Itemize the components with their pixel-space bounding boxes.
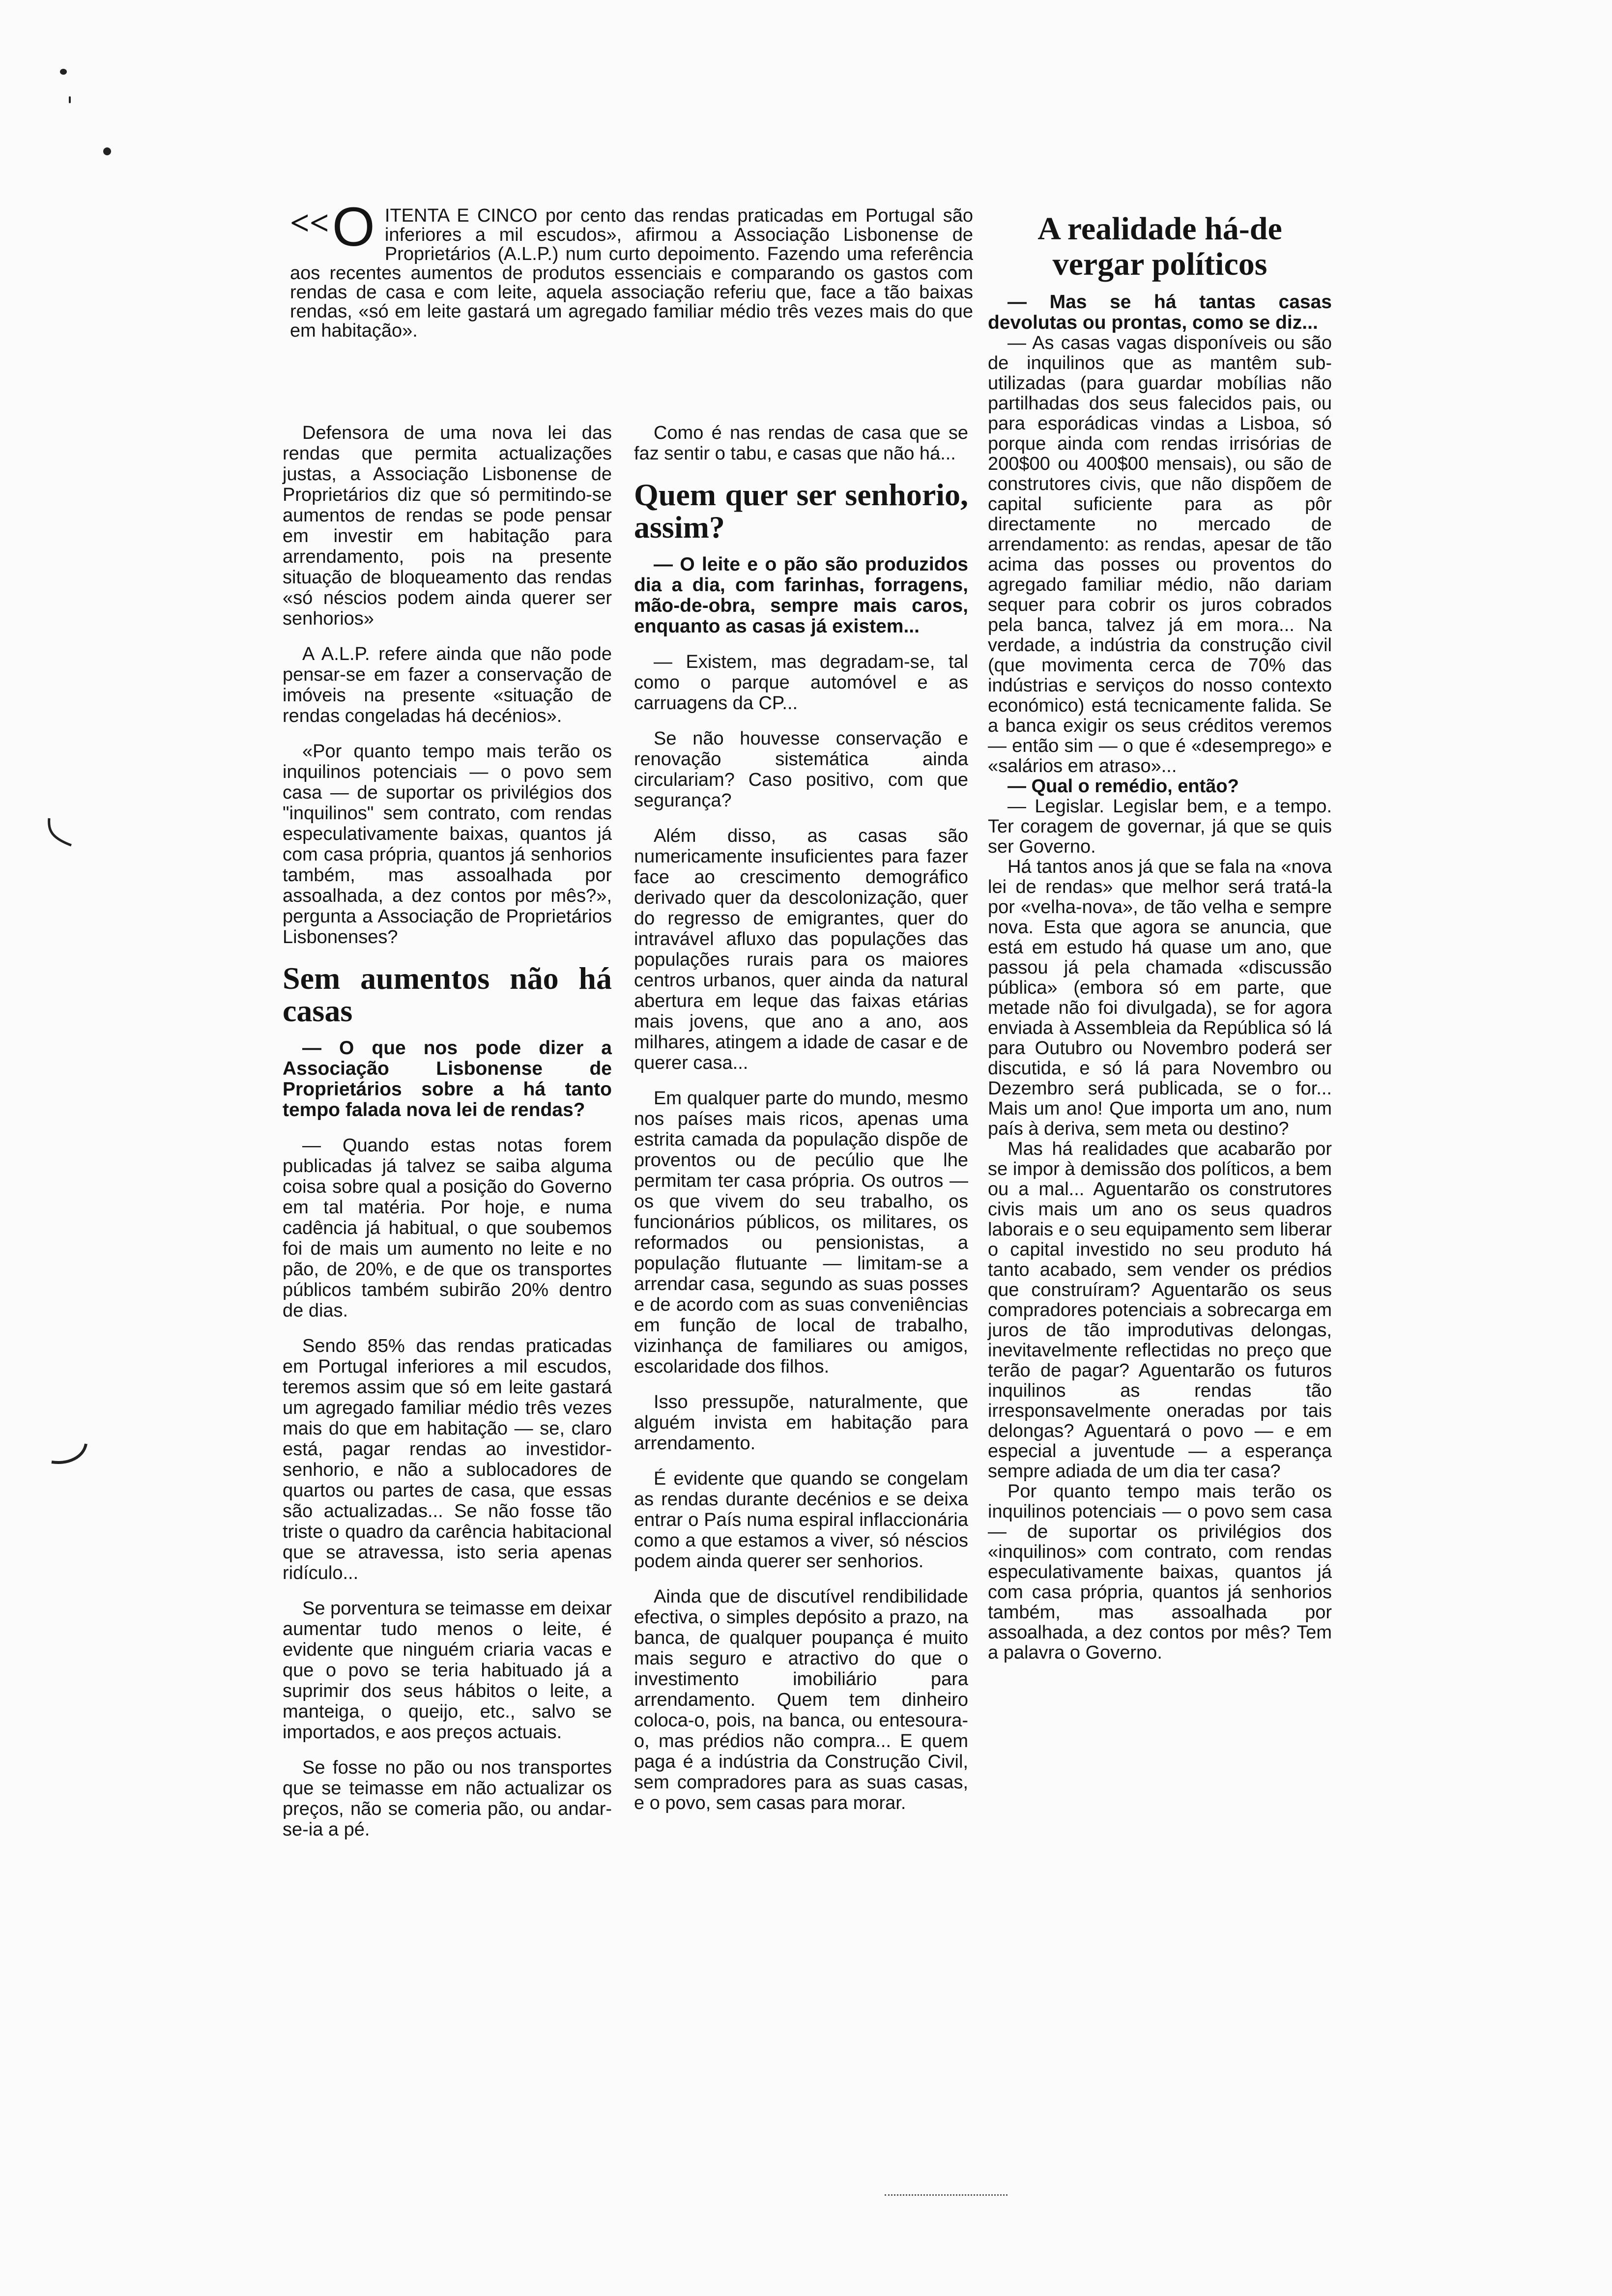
paragraph: Mas há realidades que acabarão por se impor à demissão dos políticos, a bem ou a mal... Aguentarão os construtores civis mais um ano os seus quadros laborais e o seu equipamento sem liberar o capital investido no seu produto há tanto acabado, sem vender os prédios que construíram? Aguentarão os seus compradores potenciais a sobrecarga em juros de tão improdutivas delongas, inevitavelmente reflectidas no preço que terão de pagar? Aguentarão os futuros inquilinos as rendas tão irresponsavelmente oneradas por tais delongas? Aguentará o povo — e em especial a juventude — a esperança sempre adiada de um dia ter casa? bbox=[988, 1139, 1332, 1482]
interview-question: — O leite e o pão são produzidos dia a dia, com farinhas, forragens, mão-de-obra, sempre mais caros, enquanto as casas já existem... bbox=[634, 554, 968, 637]
paragraph: Há tantos anos já que se fala na «nova lei de rendas» que melhor será tratá-la por «velha-nova», de tão velha e sempre nova. Esta que agora se anuncia, que está em estudo há quase um ano, que passou já pela chamada «discussão pública» (embora só em parte, que metade não foi divulgada), se for agora enviada à Assembleia da República só lá para Outubro ou Novembro poderá ser discutida, e só lá para Novembro ou Dezembro será publicada, se o for... Mais um ano! Que importa um ano, num país à deriva, sem meta ou destino? bbox=[988, 857, 1332, 1139]
open-quote: << bbox=[290, 204, 329, 242]
column-1 bbox=[283, 423, 612, 1855]
scan-mark bbox=[103, 147, 111, 155]
paragraph: É evidente que quando se congelam as rendas durante decénios e se deixa entrar o País numa espiral inflaccionária como a que estamos a viver, só néscios podem ainda querer ser senhorios. bbox=[634, 1468, 968, 1572]
interview-question: — Mas se há tantas casas devolutas ou prontas, como se diz... bbox=[988, 291, 1332, 333]
paragraph: Se porventura se teimasse em deixar aumentar tudo menos o leite, é evidente que ninguém criaria vacas e que o povo se teria habituado já a suprimir dos seus hábitos o leite, a manteiga, o queijo, etc., salvo se importados, e aos preços actuais. bbox=[283, 1598, 612, 1743]
intro-text: ITENTA E CINCO por cento das rendas praticadas em Portugal são inferiores a mil escudos», afirmou a Associação Lisbonense de Proprietários (A.L.P.) num curto depoimento. Fazendo uma referência aos recentes aumentos de produtos essenciais e comparando os gastos com rendas de casa e com leite, aquela associação referiu que, face a tão baixas rendas, «só em leite gastará um agregado familiar médio três vezes mais do que em habitação». bbox=[290, 205, 973, 341]
column-2 bbox=[634, 423, 968, 1828]
paragraph: Isso pressupõe, naturalmente, que alguém invista em habitação para arrendamento. bbox=[634, 1392, 968, 1454]
paragraph: Se não houvesse conservação e renovação sistemática ainda circulariam? Caso positivo, com que segurança? bbox=[634, 728, 968, 811]
paragraph: Sendo 85% das rendas praticadas em Portugal inferiores a mil escudos, teremos assim que só em leite gastará um agregado familiar médio três vezes mais do que em habitação — se, claro está, pagar rendas ao investidor-senhorio, e não a sublocadores de quartos ou partes de casa, que essas são actualizadas... Se não fosse tão triste o quadro da carência habitacional que se atravessa, isto seria apenas ridículo... bbox=[283, 1336, 612, 1583]
paragraph: Além disso, as casas são numericamente insuficientes para fazer face ao crescimento demográfico derivado quer da descolonização, quer do regresso de emigrantes, quer do intravável afluxo das populações das populações rurais para os maiores centros urbanos, quer ainda da natural abertura em leque das faixas etárias mais jovens, que ano a ano, aos milhares, atingem a idade de casar e de querer casa... bbox=[634, 826, 968, 1073]
paragraph: — Existem, mas degradam-se, tal como o parque automóvel e as carruagens da CP... bbox=[634, 652, 968, 714]
subheading: Sem aumentos não há casas bbox=[283, 961, 612, 1028]
interview-question: — Qual o remédio, então? bbox=[1008, 776, 1239, 797]
interview-question: — O que nos pode dizer a Associação Lisbonense de Proprietários sobre a há tanto tempo falada nova lei de rendas? bbox=[283, 1037, 612, 1120]
paragraph: — As casas vagas disponíveis ou são de inquilinos que as mantêm sub-utilizadas (para guardar mobílias não partilhadas dos seus falecidos pais, ou para esporádicas vindas a Lisboa, só porque ainda com rendas irrisórias de 200$00 ou 400$00 mensais), ou são de construtores civis, que não dispõem de capital suficiente para as pôr directamente no mercado de arrendamento: as rendas, apesar de tão acima das posses ou proventos do agregado familiar médio, não dariam sequer para cobrir os juros cobrados pela banca, talvez já em mora... Na verdade, a indústria da construção civil (que movimenta cerca de 70% das indústrias e serviços do nosso contexto económico) está tecnicamente falida. Se a banca exigir os seus créditos veremos — então sim — o que é «desemprego» e «salários em atraso»... bbox=[988, 333, 1332, 776]
paragraph: Como é nas rendas de casa que se faz sentir o tabu, e casas que não há... bbox=[634, 423, 968, 464]
paragraph: Se fosse no pão ou nos transportes que se teimasse em não actualizar os preços, não se comeria pão, ou andar-se-ia a pé. bbox=[283, 1757, 612, 1840]
scan-mark bbox=[69, 96, 71, 103]
paragraph: «Por quanto tempo mais terão os inquilinos potenciais — o povo sem casa — de suportar os privilégios dos "inquilinos" sem contrato, com rendas especulativamente baixas, quantos já com casa própria, quantos já senhorios também, mas assoalhada por assoalhada, a dez contos por mês?», pergunta a Associação de Proprietários Lisbonenses? bbox=[283, 741, 612, 947]
paragraph: — Legislar. Legislar bem, e a tempo. Ter coragem de governar, já que se quis ser Governo. bbox=[988, 796, 1332, 857]
paragraph: Ainda que de discutível rendibilidade efectiva, o simples depósito a prazo, na banca, de qualquer poupança é muito mais seguro e atractivo do que o investimento imobiliário para arrendamento. Quem tem dinheiro coloca-o, pois, na banca, ou entesoura-o, mas prédios não compra... E quem paga é a indústria da Construção Civil, sem compradores para as suas casas, e o povo, sem casas para morar. bbox=[634, 1586, 968, 1813]
end-rule bbox=[885, 2194, 1008, 2196]
column-3 bbox=[988, 211, 1332, 1663]
scan-mark bbox=[60, 69, 67, 75]
paragraph: — Quando estas notas forem publicadas já talvez se saiba alguma coisa sobre qual a posição do Governo em tal matéria. Por hoje, e numa cadência já habitual, o que soubemos foi de mais um aumento no leite e no pão, de 20%, e de que os transportes públicos também subirão 20% dentro de dias. bbox=[283, 1135, 612, 1321]
drop-letter: O bbox=[332, 196, 375, 258]
paragraph: Defensora de uma nova lei das rendas que permita actualizações justas, a Associação Lisbonense de Proprietários diz que só permitindo-se aumentos de rendas se pode pensar em investir em habitação para arrendamento, pois na presente situação de bloqueamento das rendas «só néscios podem ainda querer ser senhorios» bbox=[283, 423, 612, 629]
top-scan-edge bbox=[0, 0, 1612, 4]
paragraph: Por quanto tempo mais terão os inquilinos potenciais — o povo sem casa — de suportar os privilégios dos «inquilinos» com contrato, com rendas especulativamente baixas, quantos já com casa própria, quantos já senhorios também, mas assoalhada por assoalhada, a dez contos por mês? Tem a palavra o Governo. bbox=[988, 1481, 1332, 1663]
margin-scribble bbox=[49, 1440, 93, 1469]
intro-paragraph bbox=[290, 196, 973, 341]
margin-scribble bbox=[44, 816, 79, 850]
paragraph: A A.L.P. refere ainda que não pode pensar-se em fazer a conservação de imóveis na presente «situação de rendas congeladas há decénios». bbox=[283, 644, 612, 726]
subheading: A realidade há-de vergar políticos bbox=[1037, 211, 1282, 282]
paragraph: Em qualquer parte do mundo, mesmo nos países mais ricos, apenas uma estrita camada da população dispõe de proventos ou de pecúlio que lhe permitam ter casa própria. Os outros — os que vivem do seu trabalho, os funcionários públicos, os militares, os reformados ou pensionistas, a população flutuante — limitam-se a arrendar casa, segundo as suas posses e de acordo com as suas conveniências em função de local de trabalho, vizinhança de familiares ou amigos, escolaridade dos filhos. bbox=[634, 1088, 968, 1377]
subheading: Quem quer ser senhorio, assim? bbox=[634, 477, 968, 545]
